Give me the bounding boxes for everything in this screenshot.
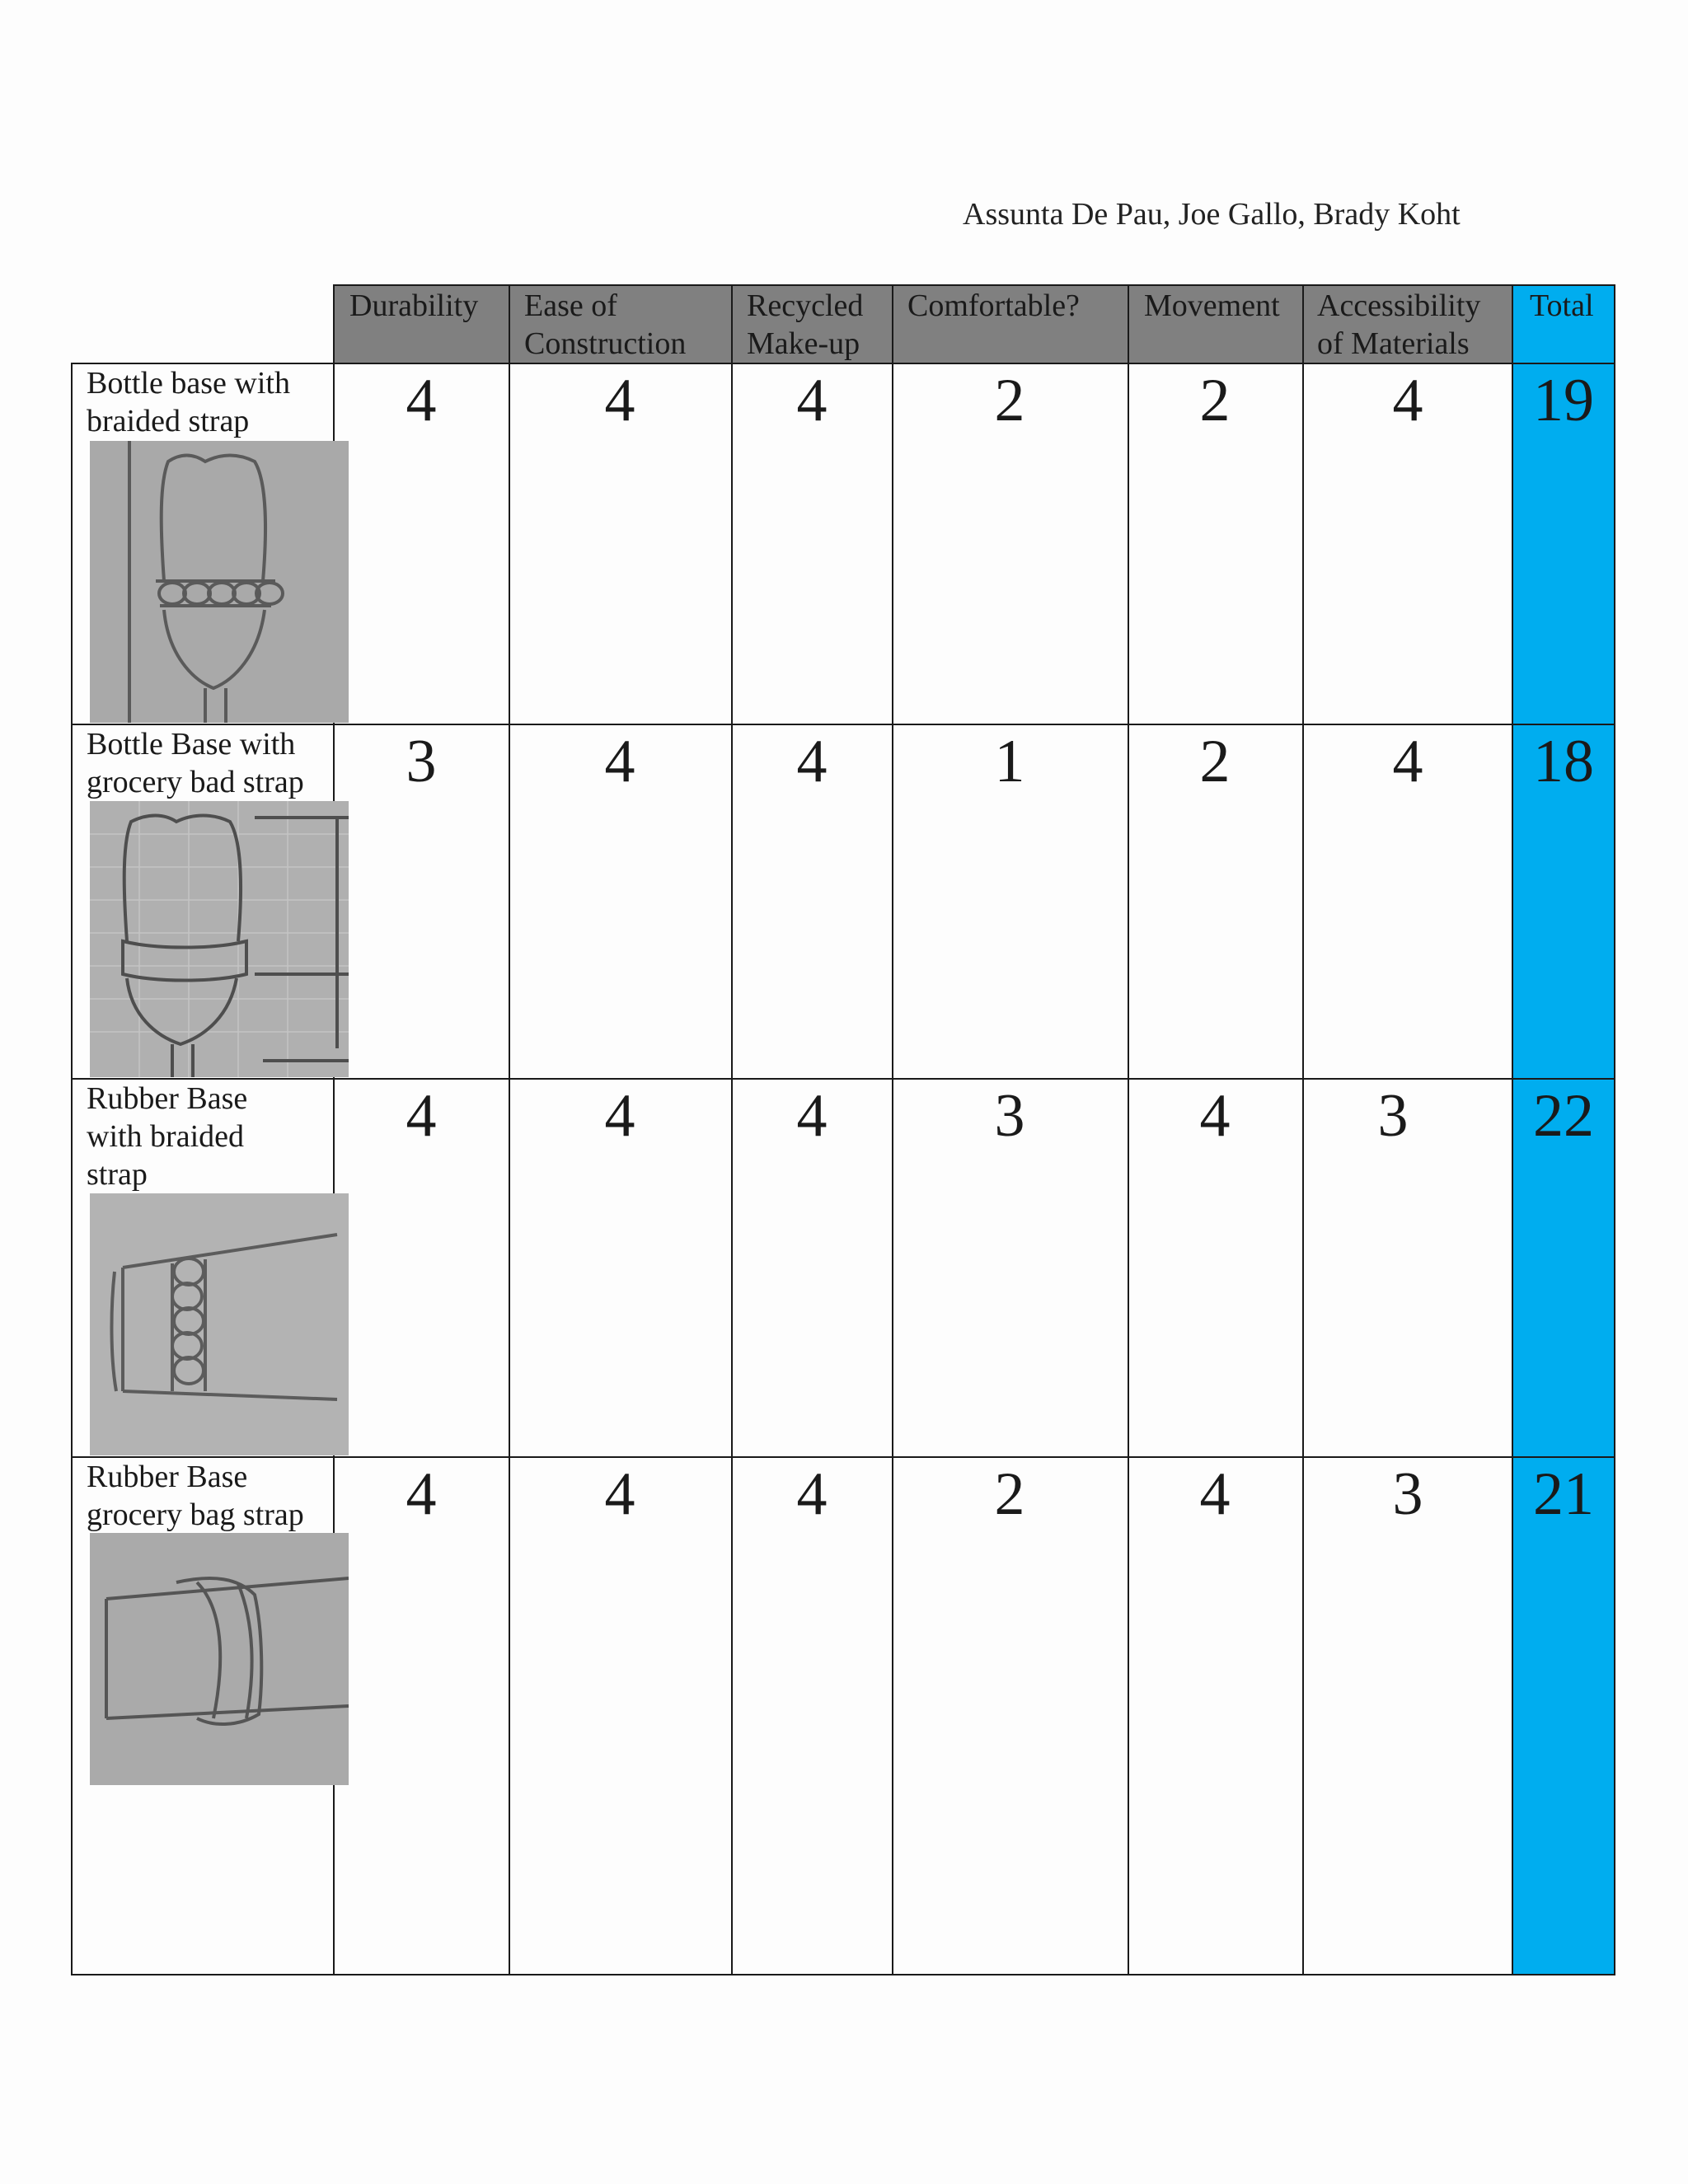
header-accessibility-of-materials: Accessibility of Materials: [1317, 288, 1481, 361]
authors-line: Assunta De Pau, Joe Gallo, Brady Koht: [963, 197, 1461, 232]
col-line-4: [1128, 284, 1129, 1975]
sketch-rubber-grocery: [90, 1533, 349, 1785]
score-r3-movement: 4: [1199, 1082, 1231, 1150]
row-label-4: Rubber Base grocery bag strap: [87, 1460, 304, 1532]
col-line-1: [509, 284, 510, 1975]
row-line-3: [71, 1078, 1615, 1080]
header-ease-of-construction: Ease of Construction: [524, 288, 687, 361]
score-r1-accessibility: 4: [1392, 367, 1423, 434]
header-durability: Durability: [349, 288, 479, 323]
score-r2-ease: 4: [604, 728, 635, 795]
table-bottom-line: [71, 1974, 1615, 1975]
score-r2-comfortable: 1: [994, 728, 1025, 795]
score-r4-ease: 4: [604, 1460, 635, 1528]
score-r2-accessibility: 4: [1392, 728, 1423, 795]
score-r2-durability: 3: [406, 728, 437, 795]
col-line-6: [1512, 284, 1513, 1975]
header-total: Total: [1530, 288, 1594, 323]
score-r1-durability: 4: [406, 367, 437, 434]
total-r4: 21: [1533, 1460, 1594, 1528]
row-label-1: Bottle base with braided strap: [87, 366, 290, 438]
sketch-bottle-grocery: [90, 801, 349, 1077]
score-r4-recycled: 4: [796, 1460, 828, 1528]
header-top-line: [333, 284, 1615, 286]
score-r2-recycled: 4: [796, 728, 828, 795]
sketch-rubber-braided: [90, 1193, 349, 1455]
row-label-2: Bottle Base with grocery bad strap: [87, 727, 304, 799]
row-label-3: Rubber Base with braided strap: [87, 1081, 248, 1192]
header-movement: Movement: [1144, 288, 1280, 323]
col-line-3: [892, 284, 893, 1975]
table-left-line: [71, 363, 73, 1975]
total-r3: 22: [1533, 1082, 1594, 1150]
col-line-2: [731, 284, 733, 1975]
table-right-line: [1614, 284, 1615, 1975]
header-comfortable: Comfortable?: [907, 288, 1080, 323]
score-r3-recycled: 4: [796, 1082, 828, 1150]
total-r2: 18: [1533, 728, 1594, 795]
score-r1-recycled: 4: [796, 367, 828, 434]
score-r4-accessibility: 3: [1392, 1460, 1423, 1528]
header-recycled-make-up: Recycled Make-up: [747, 288, 864, 361]
total-r1: 19: [1533, 367, 1594, 434]
score-r3-accessibility: 3: [1377, 1082, 1409, 1150]
score-r4-comfortable: 2: [994, 1460, 1025, 1528]
row-line-1: [71, 363, 1615, 364]
score-r3-comfortable: 3: [994, 1082, 1025, 1150]
score-r3-ease: 4: [604, 1082, 635, 1150]
col-line-5: [1302, 284, 1304, 1975]
score-r2-movement: 2: [1199, 728, 1231, 795]
score-r1-ease: 4: [604, 367, 635, 434]
score-r4-movement: 4: [1199, 1460, 1231, 1528]
score-r1-comfortable: 2: [994, 367, 1025, 434]
sketch-bottle-braided: [90, 441, 349, 723]
score-r1-movement: 2: [1199, 367, 1231, 434]
score-r3-durability: 4: [406, 1082, 437, 1150]
score-r4-durability: 4: [406, 1460, 437, 1528]
